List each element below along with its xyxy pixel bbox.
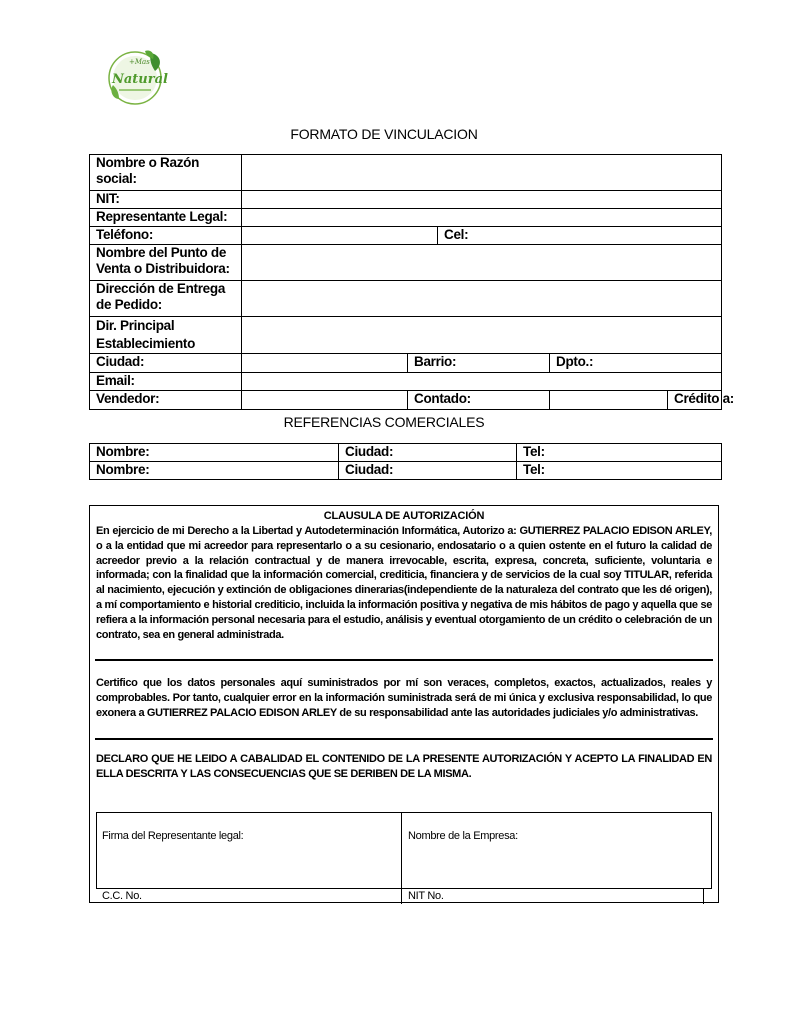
representante-label: Representante Legal: [90,209,242,227]
autorizacion-paragraph: En ejercicio de mi Derecho a la Libertad y Autodeterminación Informática, Autorizo a: GUTIERREZ PALACIO EDISON ARLEY, o a la entidad que mi acreedor para representarlo o a su cesionario, endosatario o a quien ostente en el futuro la calidad de acreedor previo a la relación contractual y de manera irrevocable, escrita, expresa, concreta, suficiente, voluntaria e informada; con la finalidad que la información comercial, crediticia, financiera y de servicios de la cual soy TITULAR, referida al nacimiento, ejecución y extinción de obligaciones dinerarias(independiente de la naturaleza del contrato que les dé origen), a mí comportamiento e historial crediticio, incluida la información positiva y negativa de mis hábitos de pago y aquella que se refiera a la información personal necesaria para el estudio, análisis y eventual otorgamiento de un crédito o celebración de un contrato, sea en general administrada. [96,525,712,641]
nit-field[interactable] [242,191,722,209]
ref-nombre-1[interactable]: Nombre: [90,444,339,462]
nombre-empresa-field[interactable]: Nombre de la Empresa: [408,830,518,842]
ref-tel-2[interactable]: Tel: [517,462,722,480]
cc-field[interactable]: C.C. No. [102,890,142,902]
barrio-cell[interactable] [408,354,550,373]
telefono-label: Teléfono: [90,227,242,245]
contado-field[interactable] [550,391,668,410]
contado-label: Contado: [414,391,471,406]
dir-principal-field[interactable] [242,317,722,354]
vinculacion-table [89,154,735,410]
svg-text:+Mas: +Mas [129,58,150,66]
ref-tel-1[interactable]: Tel: [517,444,722,462]
dpto-label: Dpto.: [556,354,594,369]
signature-divider [401,812,402,904]
company-logo [105,45,167,108]
punto-venta-field[interactable] [242,245,722,281]
punto-venta-label: Nombre del Punto de Venta o Distribuidora: [90,245,242,281]
ciudad-label: Ciudad: [90,354,242,373]
barrio-label: Barrio: [414,354,457,369]
referencias-table [89,443,722,480]
ref-ciudad-2[interactable]: Ciudad: [339,462,517,480]
nit-no-field[interactable]: NIT No. [408,890,444,902]
referencias-title: REFERENCIAS COMERCIALES [283,414,485,430]
declaracion-paragraph: DECLARO QUE HE LEIDO A CABALIDAD EL CONTENIDO DE LA PRESENTE AUTORIZACIÓN Y ACEPTO LA FINALIDAD EN ELLA DESCRITA Y LAS CONSECUENCIAS QUE SE DERIBEN DE LA MISMA. [96,753,712,780]
credito-cell[interactable] [668,391,735,410]
svg-text:Natural: Natural [112,72,168,87]
divider [95,659,713,661]
signature-edge [703,889,704,904]
email-label: Email: [90,373,242,391]
signature-box [96,812,712,889]
credito-label: Crédito a: [674,391,735,406]
contado-cell[interactable] [408,391,550,410]
email-field[interactable] [242,373,722,391]
direccion-entrega-field[interactable] [242,281,722,317]
dir-principal-label: Dir. Principal Establecimiento [90,317,242,354]
telefono-field[interactable] [242,227,438,245]
certificacion-paragraph: Certifico que los datos personales aquí suministrados por mí son veraces, completos, exactos, actualizados, reales y comprobables. Por tanto, cualquier error en la información suministrada será de mi única y exclusiva responsabilidad, lo que exonera a GUTIERREZ PALACIO EDISON ARLEY de su responsabilidad ante las autoridades judiciales y/o administrativas. [96,677,712,719]
nit-label: NIT: [90,191,242,209]
representante-field[interactable] [242,209,722,227]
ciudad-field[interactable] [242,354,408,373]
cel-cell[interactable] [438,227,722,245]
clausula-title: CLAUSULA DE AUTORIZACIÓN [323,510,485,522]
divider [95,738,713,740]
dpto-cell[interactable] [550,354,722,373]
cel-label: Cel: [444,227,469,242]
vendedor-field[interactable] [242,391,408,410]
ref-nombre-2[interactable]: Nombre: [90,462,339,480]
razon-social-field[interactable] [242,155,722,191]
razon-social-label: Nombre o Razón social: [90,155,242,191]
ref-ciudad-1[interactable]: Ciudad: [339,444,517,462]
firma-representante-field[interactable]: Firma del Representante legal: [102,830,244,842]
form-title: FORMATO DE VINCULACION [290,126,478,142]
vendedor-label: Vendedor: [90,391,242,410]
direccion-entrega-label: Dirección de Entrega de Pedido: [90,281,242,317]
